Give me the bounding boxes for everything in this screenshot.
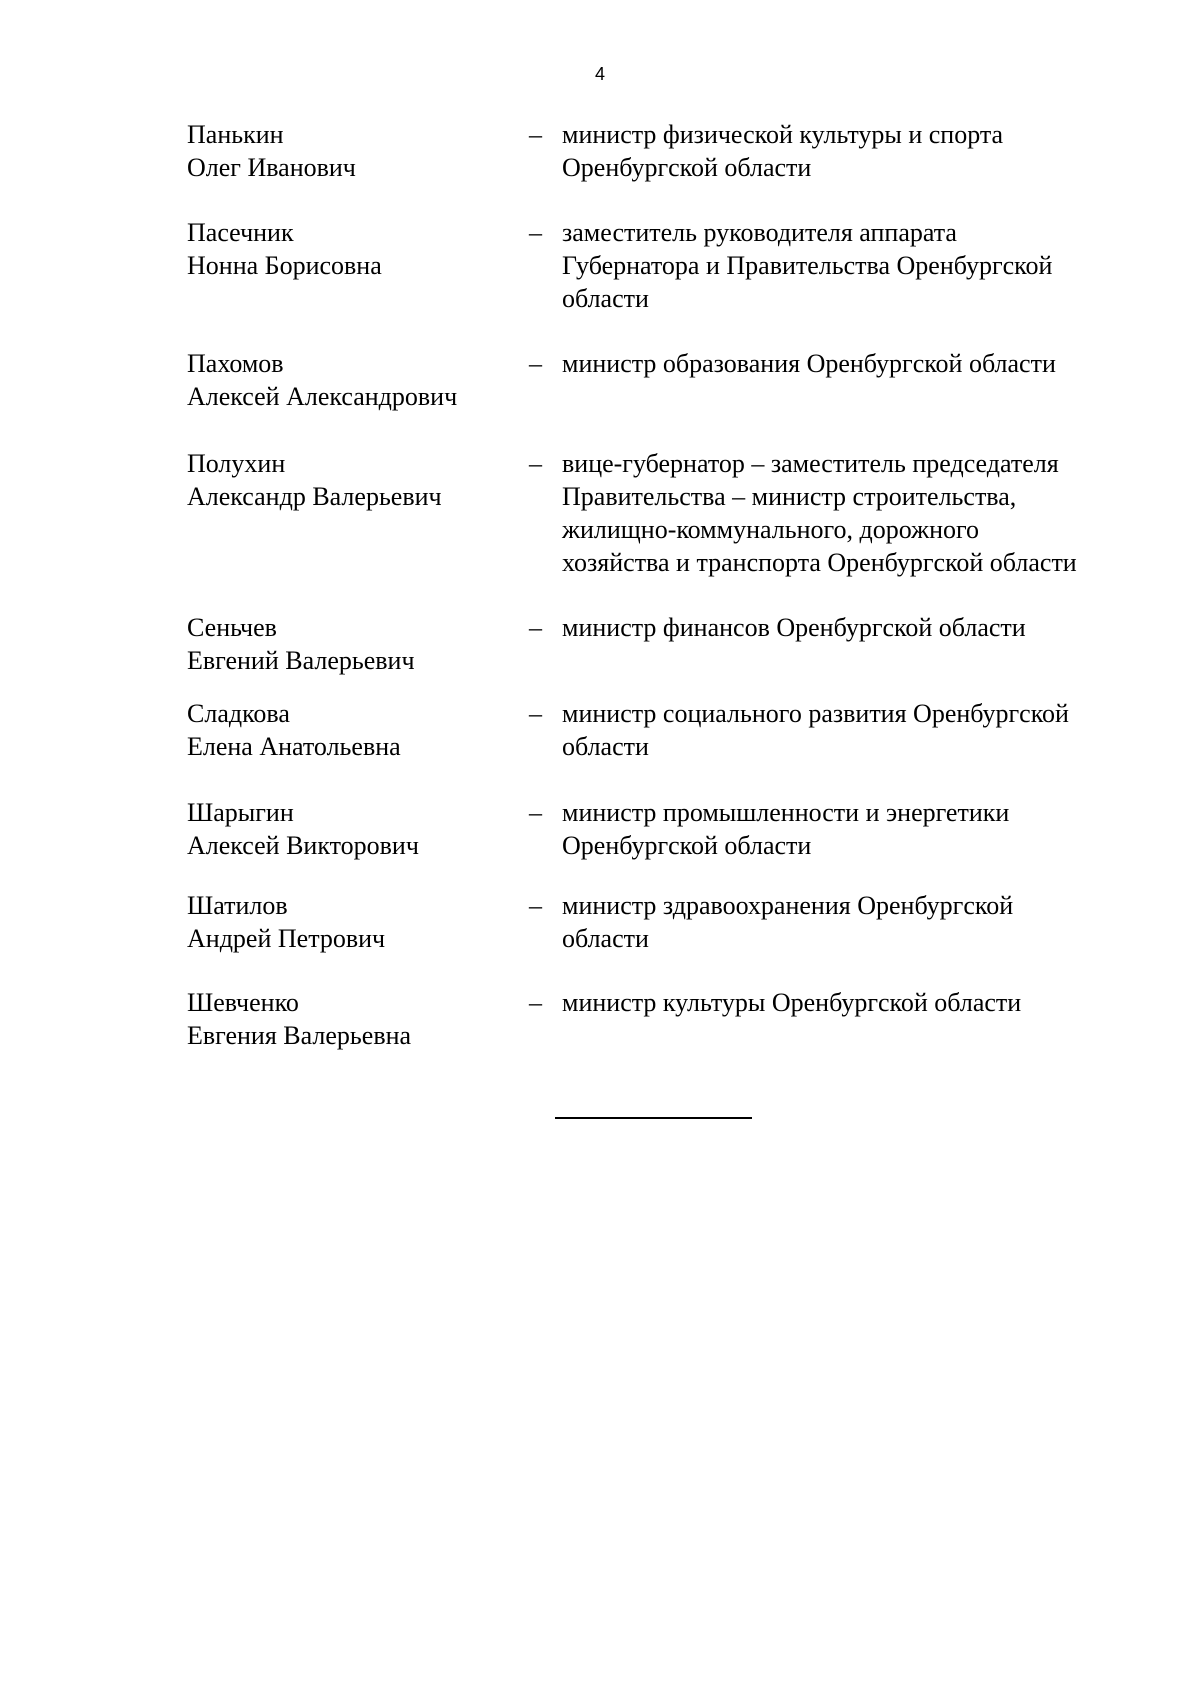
page-number: 4: [594, 64, 605, 84]
position-title: [562, 347, 1152, 380]
given-names: Александр Валерьевич: [187, 482, 442, 511]
position-title: [562, 697, 1152, 763]
dash-separator: –: [529, 613, 542, 642]
position-title: [562, 986, 1152, 1019]
given-names: Евгений Валерьевич: [187, 646, 415, 675]
position-title: [562, 216, 1152, 315]
position-title: [562, 796, 1152, 862]
person-name: [187, 447, 517, 513]
position-title: [562, 118, 1152, 184]
given-names: Алексей Александрович: [187, 382, 458, 411]
surname: Пасечник: [187, 218, 294, 247]
position-line: Оренбургской области: [562, 831, 812, 860]
position-title: [562, 889, 1152, 955]
surname: Сеньчев: [187, 613, 277, 642]
dash-separator: –: [529, 891, 542, 920]
position-title: [562, 611, 1152, 644]
position-line: жилищно-коммунального, дорожного: [562, 515, 980, 544]
person-name: [187, 216, 517, 282]
surname: Шарыгин: [187, 798, 294, 827]
position-line: министр социального развития Оренбургской: [562, 699, 1069, 728]
person-name: [187, 889, 517, 955]
surname: Шатилов: [187, 891, 288, 920]
dash-separator: –: [529, 798, 542, 827]
surname: Шевченко: [187, 988, 299, 1017]
dash-separator: –: [529, 349, 542, 378]
position-line: заместитель руководителя аппарата: [562, 218, 957, 247]
position-line: министр финансов Оренбургской области: [562, 613, 1026, 642]
position-line: министр образования Оренбургской области: [562, 349, 1056, 378]
person-name: [187, 118, 517, 184]
person-name: [187, 347, 517, 413]
position-line: министр здравоохранения Оренбургской: [562, 891, 1014, 920]
surname: Сладкова: [187, 699, 290, 728]
position-line: Правительства – министр строительства,: [562, 482, 1017, 511]
dash-separator: –: [529, 449, 542, 478]
dash-separator: –: [529, 699, 542, 728]
surname: Панькин: [187, 120, 284, 149]
given-names: Олег Иванович: [187, 153, 356, 182]
given-names: Нонна Борисовна: [187, 251, 382, 280]
position-line: Оренбургской области: [562, 153, 812, 182]
position-line: области: [562, 284, 649, 313]
position-title: [562, 447, 1152, 579]
position-line: министр промышленности и энергетики: [562, 798, 1010, 827]
dash-separator: –: [529, 120, 542, 149]
person-name: [187, 697, 517, 763]
given-names: Елена Анатольевна: [187, 732, 401, 761]
surname: Полухин: [187, 449, 286, 478]
given-names: Андрей Петрович: [187, 924, 386, 953]
position-line: хозяйства и транспорта Оренбургской области: [562, 548, 1077, 577]
position-line: министр культуры Оренбургской области: [562, 988, 1022, 1017]
dash-separator: –: [529, 218, 542, 247]
position-line: области: [562, 924, 649, 953]
person-name: [187, 986, 517, 1052]
position-line: министр физической культуры и спорта: [562, 120, 1004, 149]
person-name: [187, 796, 517, 862]
given-names: Евгения Валерьевна: [187, 1021, 412, 1050]
dash-separator: –: [529, 988, 542, 1017]
closing-divider: [555, 1117, 752, 1119]
position-line: Губернатора и Правительства Оренбургской: [562, 251, 1053, 280]
given-names: Алексей Викторович: [187, 831, 419, 860]
person-name: [187, 611, 517, 677]
position-line: области: [562, 732, 649, 761]
position-line: вице-губернатор – заместитель председателя: [562, 449, 1059, 478]
surname: Пахомов: [187, 349, 284, 378]
